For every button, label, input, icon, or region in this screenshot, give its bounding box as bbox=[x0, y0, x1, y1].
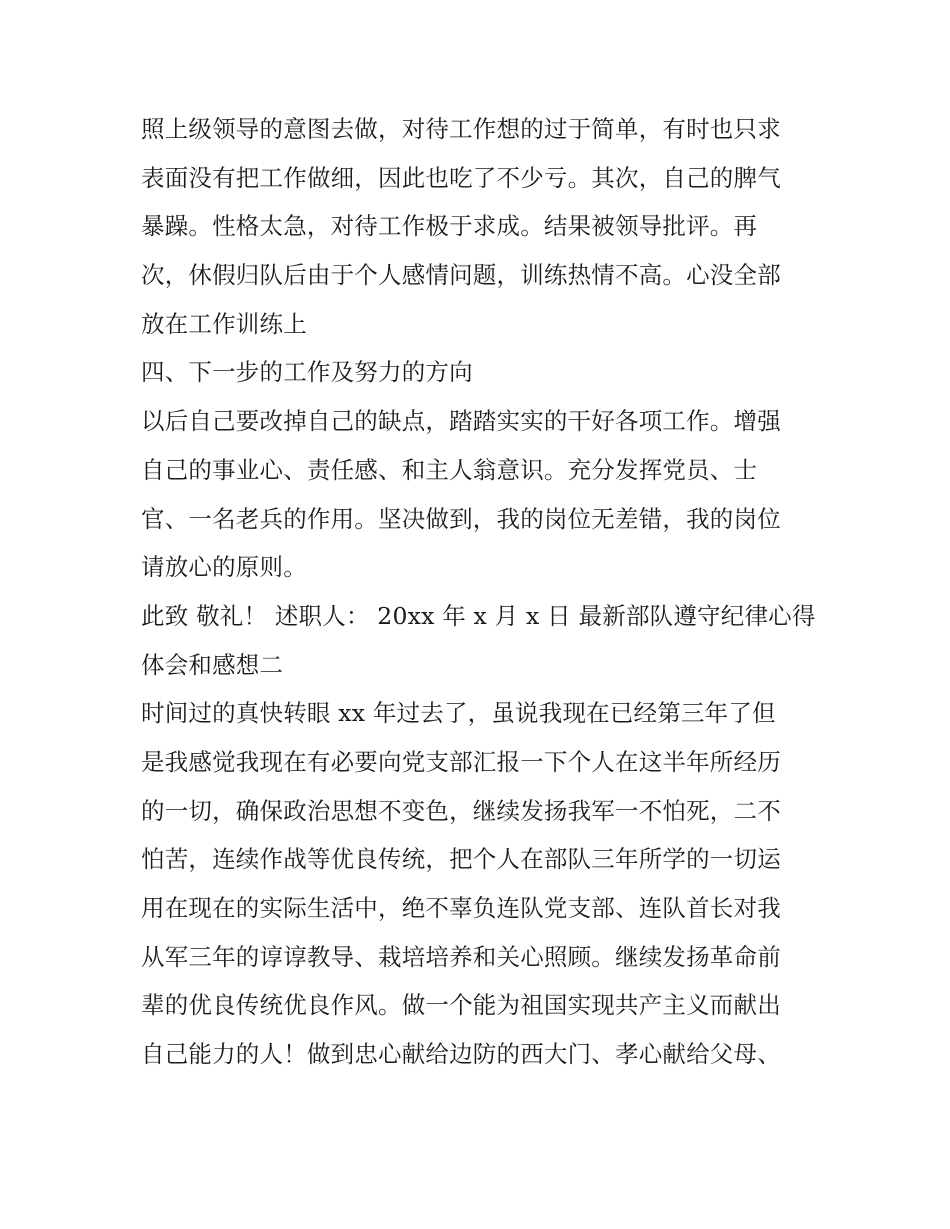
text-line: 自己能力的人！做到忠心献给边防的西大门、孝心献给父母、 bbox=[141, 1040, 781, 1069]
text-line: 的一切，确保政治思想不变色，继续发扬我军一不怕死，二不 bbox=[141, 796, 781, 825]
text-line: 此致 敬礼！ 述职人： 20xx 年 x 月 x 日 最新部队遵守纪律心得 bbox=[141, 601, 816, 630]
text-line: 请放心的原则。 bbox=[141, 553, 307, 582]
text-line: 用在现在的实际生活中，绝不辜负连队党支部、连队首长对我 bbox=[141, 894, 781, 922]
section-heading: 四、下一步的工作及努力的方向 bbox=[141, 358, 473, 387]
text-line: 表面没有把工作做细，因此也吃了不少亏。其次，自己的脾气 bbox=[141, 163, 781, 192]
text-line: 放在工作训练上 bbox=[141, 309, 307, 338]
text-line: 时间过的真快转眼 xx 年过去了，虽说我现在已经第三年了但 bbox=[141, 699, 776, 728]
document-body bbox=[141, 105, 816, 1079]
text-line: 官、一名老兵的作用。坚决做到，我的岗位无差错，我的岗位 bbox=[141, 504, 781, 533]
text-line: 暴躁。性格太急，对待工作极于求成。结果被领导批评。再 bbox=[141, 212, 758, 241]
text-line: 从军三年的谆谆教导、栽培培养和关心照顾。继续发扬革命前 bbox=[141, 942, 781, 971]
text-line: 次，休假归队后由于个人感情问题，训练热情不高。心没全部 bbox=[141, 261, 781, 290]
text-line: 自己的事业心、责任感、和主人翁意识。充分发挥党员、士 bbox=[141, 455, 758, 484]
text-line: 体会和感想二 bbox=[141, 650, 284, 679]
text-line: 怕苦，连续作战等优良传统，把个人在部队三年所学的一切运 bbox=[141, 845, 781, 874]
text-line: 以后自己要改掉自己的缺点，踏踏实实的干好各项工作。增强 bbox=[141, 407, 781, 436]
text-line: 照上级领导的意图去做，对待工作想的过于简单，有时也只求 bbox=[141, 115, 781, 143]
text-line: 是我感觉我现在有必要向党支部汇报一下个人在这半年所经历 bbox=[141, 747, 781, 776]
text-line: 辈的优良传统优良作风。做一个能为祖国实现共产主义而献出 bbox=[141, 991, 781, 1020]
